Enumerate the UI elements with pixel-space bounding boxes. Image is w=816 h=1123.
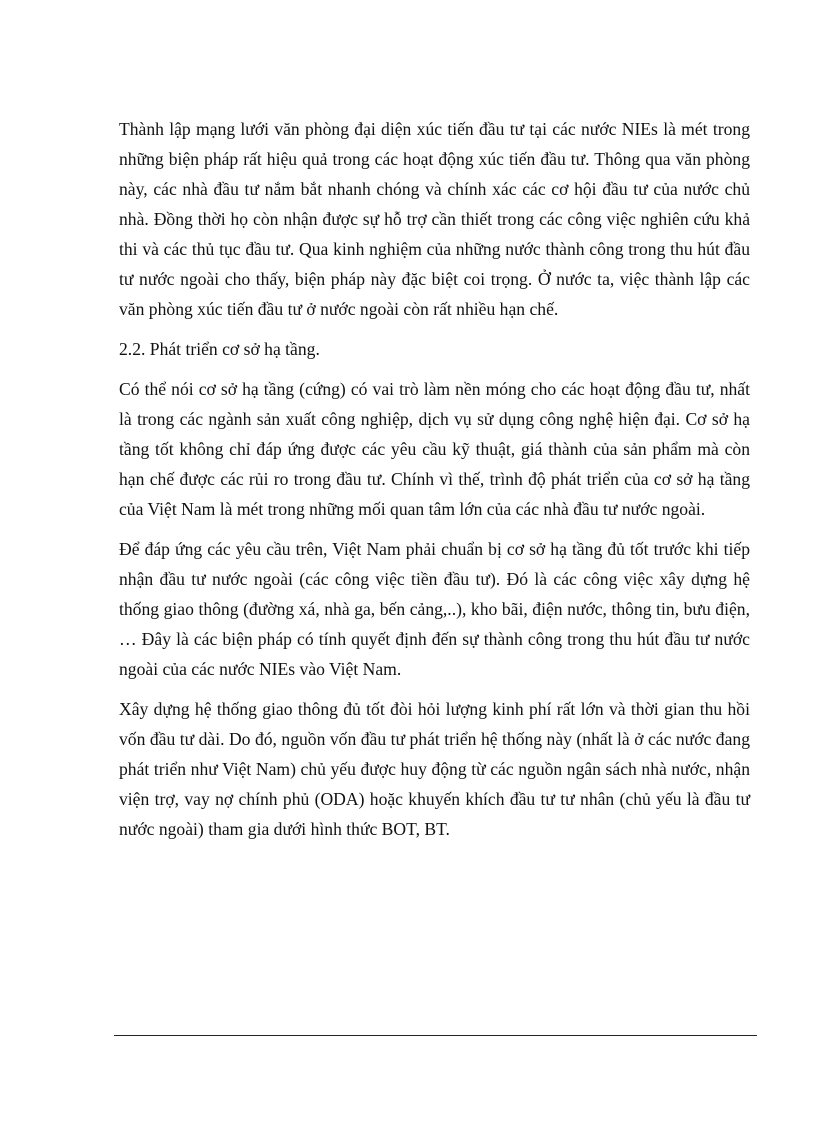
paragraph-infrastructure-role: Có thể nói cơ sở hạ tầng (cứng) có vai trò làm nền móng cho các hoạt động đầu tư, nhất là trong các ngành sản xuất công nghiệp, dịch vụ sử dụng công nghệ hiện đại. Cơ sở hạ tầng tốt không chỉ đáp ứng được các yêu cầu kỹ thuật, giá thành của sản phẩm mà còn hạn chế được các rủi ro trong đầu tư. Chính vì thế, trình độ phát triển của cơ sở hạ tầng của Việt Nam là mét trong những mối quan tâm lớn của các nhà đầu tư nước ngoài.	[119, 379, 750, 519]
document-body	[119, 114, 750, 854]
section-heading: 2.2. Phát triển cơ sở hạ tầng.	[119, 339, 320, 359]
paragraph-transport-funding: Xây dựng hệ thống giao thông đủ tốt đòi hỏi lượng kinh phí rất lớn và thời gian thu hồi vốn đầu tư dài. Do đó, nguồn vốn đầu tư phát triển hệ thống này (nhất là ở các nước đang phát triển như Việt Nam) chủ yếu được huy động từ các nguồn ngân sách nhà nước, nhận viện trợ, vay nợ chính phủ (ODA) hoặc khuyến khích đầu tư tư nhân (chủ yếu là đầu tư nước ngoài) tham gia dưới hình thức BOT, BT.	[119, 699, 750, 839]
footer-divider	[114, 1035, 757, 1036]
paragraph-infrastructure-preparation: Để đáp ứng các yêu cầu trên, Việt Nam phải chuẩn bị cơ sở hạ tầng đủ tốt trước khi tiếp nhận đầu tư nước ngoài (các công việc tiền đầu tư). Đó là các công việc xây dựng hệ thống giao thông (đường xá, nhà ga, bến cảng,..), kho bãi, điện nước, thông tin, bưu điện, … Đây là các biện pháp có tính quyết định đến sự thành công trong thu hút đầu tư nước ngoài của các nước NIEs vào Việt Nam.	[119, 539, 750, 679]
paragraph-investment-promotion-offices: Thành lập mạng lưới văn phòng đại diện xúc tiến đầu tư tại các nước NIEs là mét trong những biện pháp rất hiệu quả trong các hoạt động xúc tiến đầu tư. Thông qua văn phòng này, các nhà đầu tư nắm bắt nhanh chóng và chính xác các cơ hội đầu tư của nước chủ nhà. Đồng thời họ còn nhận được sự hỗ trợ cần thiết trong các công việc nghiên cứu khả thi và các thủ tục đầu tư. Qua kinh nghiệm của những nước thành công trong thu hút đầu tư nước ngoài cho thấy, biện pháp này đặc biệt coi trọng. Ở nước ta, việc thành lập các văn phòng xúc tiến đầu tư ở nước ngoài còn rất nhiều hạn chế.	[119, 119, 750, 319]
